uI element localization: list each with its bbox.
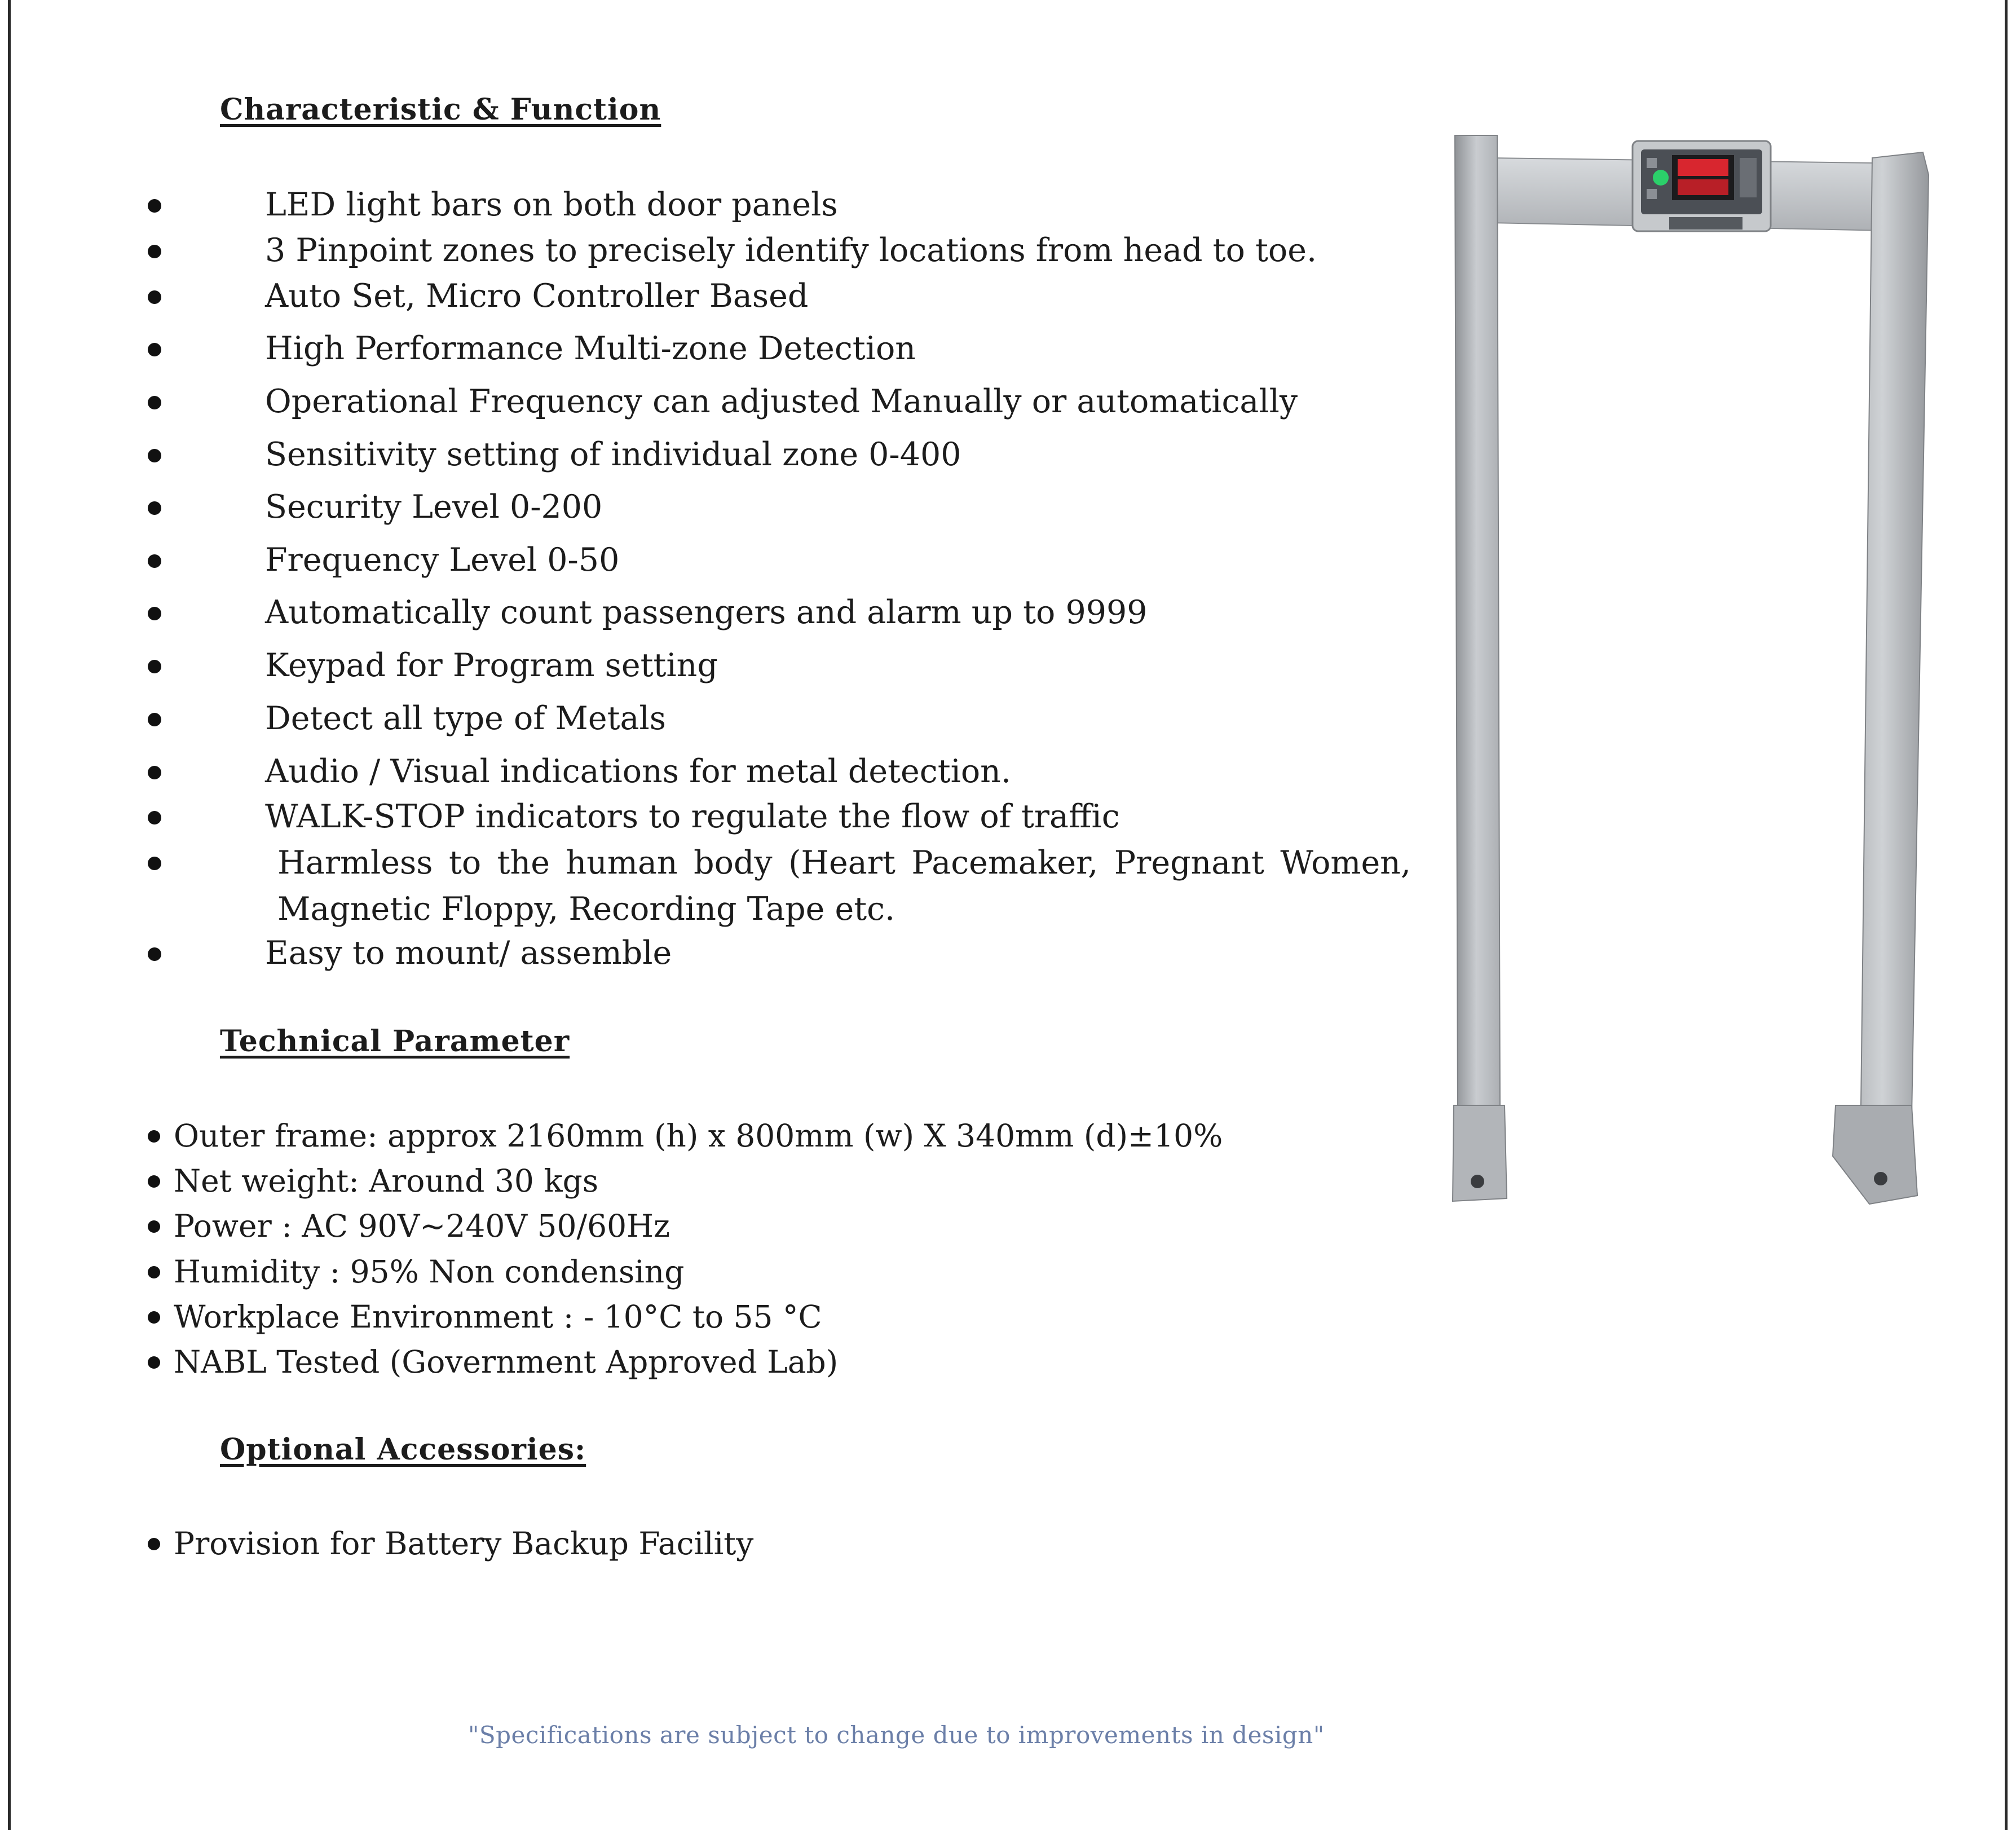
bullet-dot-icon <box>148 501 161 515</box>
section-heading-accessories: Optional Accessories: <box>220 1432 586 1467</box>
bullet-dot-icon <box>148 1266 160 1278</box>
bullet-dot-icon <box>148 343 161 356</box>
bullet-dot-icon <box>148 1220 160 1233</box>
bullet-dot-icon <box>148 199 161 213</box>
bullet-dot-icon <box>148 1311 160 1324</box>
bullet-dot-icon <box>148 857 161 870</box>
page-border-right <box>2005 0 2008 1830</box>
bullet-dot-icon <box>148 607 161 620</box>
bullet-dot-icon <box>148 396 161 409</box>
bullet-dot-icon <box>148 811 161 824</box>
bullet-dot-icon <box>148 1175 160 1188</box>
walk-through-metal-detector-photo <box>1444 124 1951 1224</box>
bullet-dot-icon <box>148 1130 160 1143</box>
bullet-dot-icon <box>148 713 161 726</box>
bullet-dot-icon <box>148 1538 160 1550</box>
frame-right-leg <box>1836 152 1929 1201</box>
bullet-dot-icon <box>148 245 161 258</box>
bullet-dot-icon <box>148 449 161 462</box>
bullet-dot-icon <box>148 660 161 673</box>
bullet-dot-icon <box>148 554 161 568</box>
section-heading-characteristics: Characteristic & Function <box>220 92 661 127</box>
bullet-dot-icon <box>148 1356 160 1369</box>
bullet-dot-icon <box>148 766 161 779</box>
frame-left-leg <box>1455 135 1503 1198</box>
section-heading-technical: Technical Parameter <box>220 1024 570 1059</box>
bullet-dot-icon <box>148 290 161 304</box>
page-border-left <box>8 0 11 1830</box>
document-page: Characteristic & Function LED light bars on both door panels 3 Pinpoint zones to precisely identify locations from head to toe. Auto Set, Micro Controller Based High Performance Multi-zone Detection Operational Frequency can adjusted Manually or automatically Sensitivity setting of individual zone 0-400 Security Level 0-200 Frequency Level 0-50 Automatically count passengers and alarm up to 9999 Keypad for Program setting Detect all type of Metals Audio / Visual indications for metal detection. WALK-STOP indicators to regulate the flow of traffic Harmless to the human body (Heart Pacemaker, Pregnant Women, Magnetic Floppy, Recording Tape etc. Easy to mount/ assemble Technical Parameter Outer frame: approx 2160mm (h) x 800mm (w) X 340mm (d)±10% Net weight: Around 30 kgs Power : AC 90V~240V 50/60Hz Humidity : 95% Non condensing Workplace Environment : - 10°C to 55 °C NABL Tested (Government Approved Lab) Optional Accessories: Provision for Battery Backup Facility "Specifications are subject to change due to improvements in design" <box>0 0 2016 1830</box>
bullet-dot-icon <box>148 947 161 961</box>
footnote: "Specifications are subject to change due to improvements in design" <box>468 1721 1325 1749</box>
